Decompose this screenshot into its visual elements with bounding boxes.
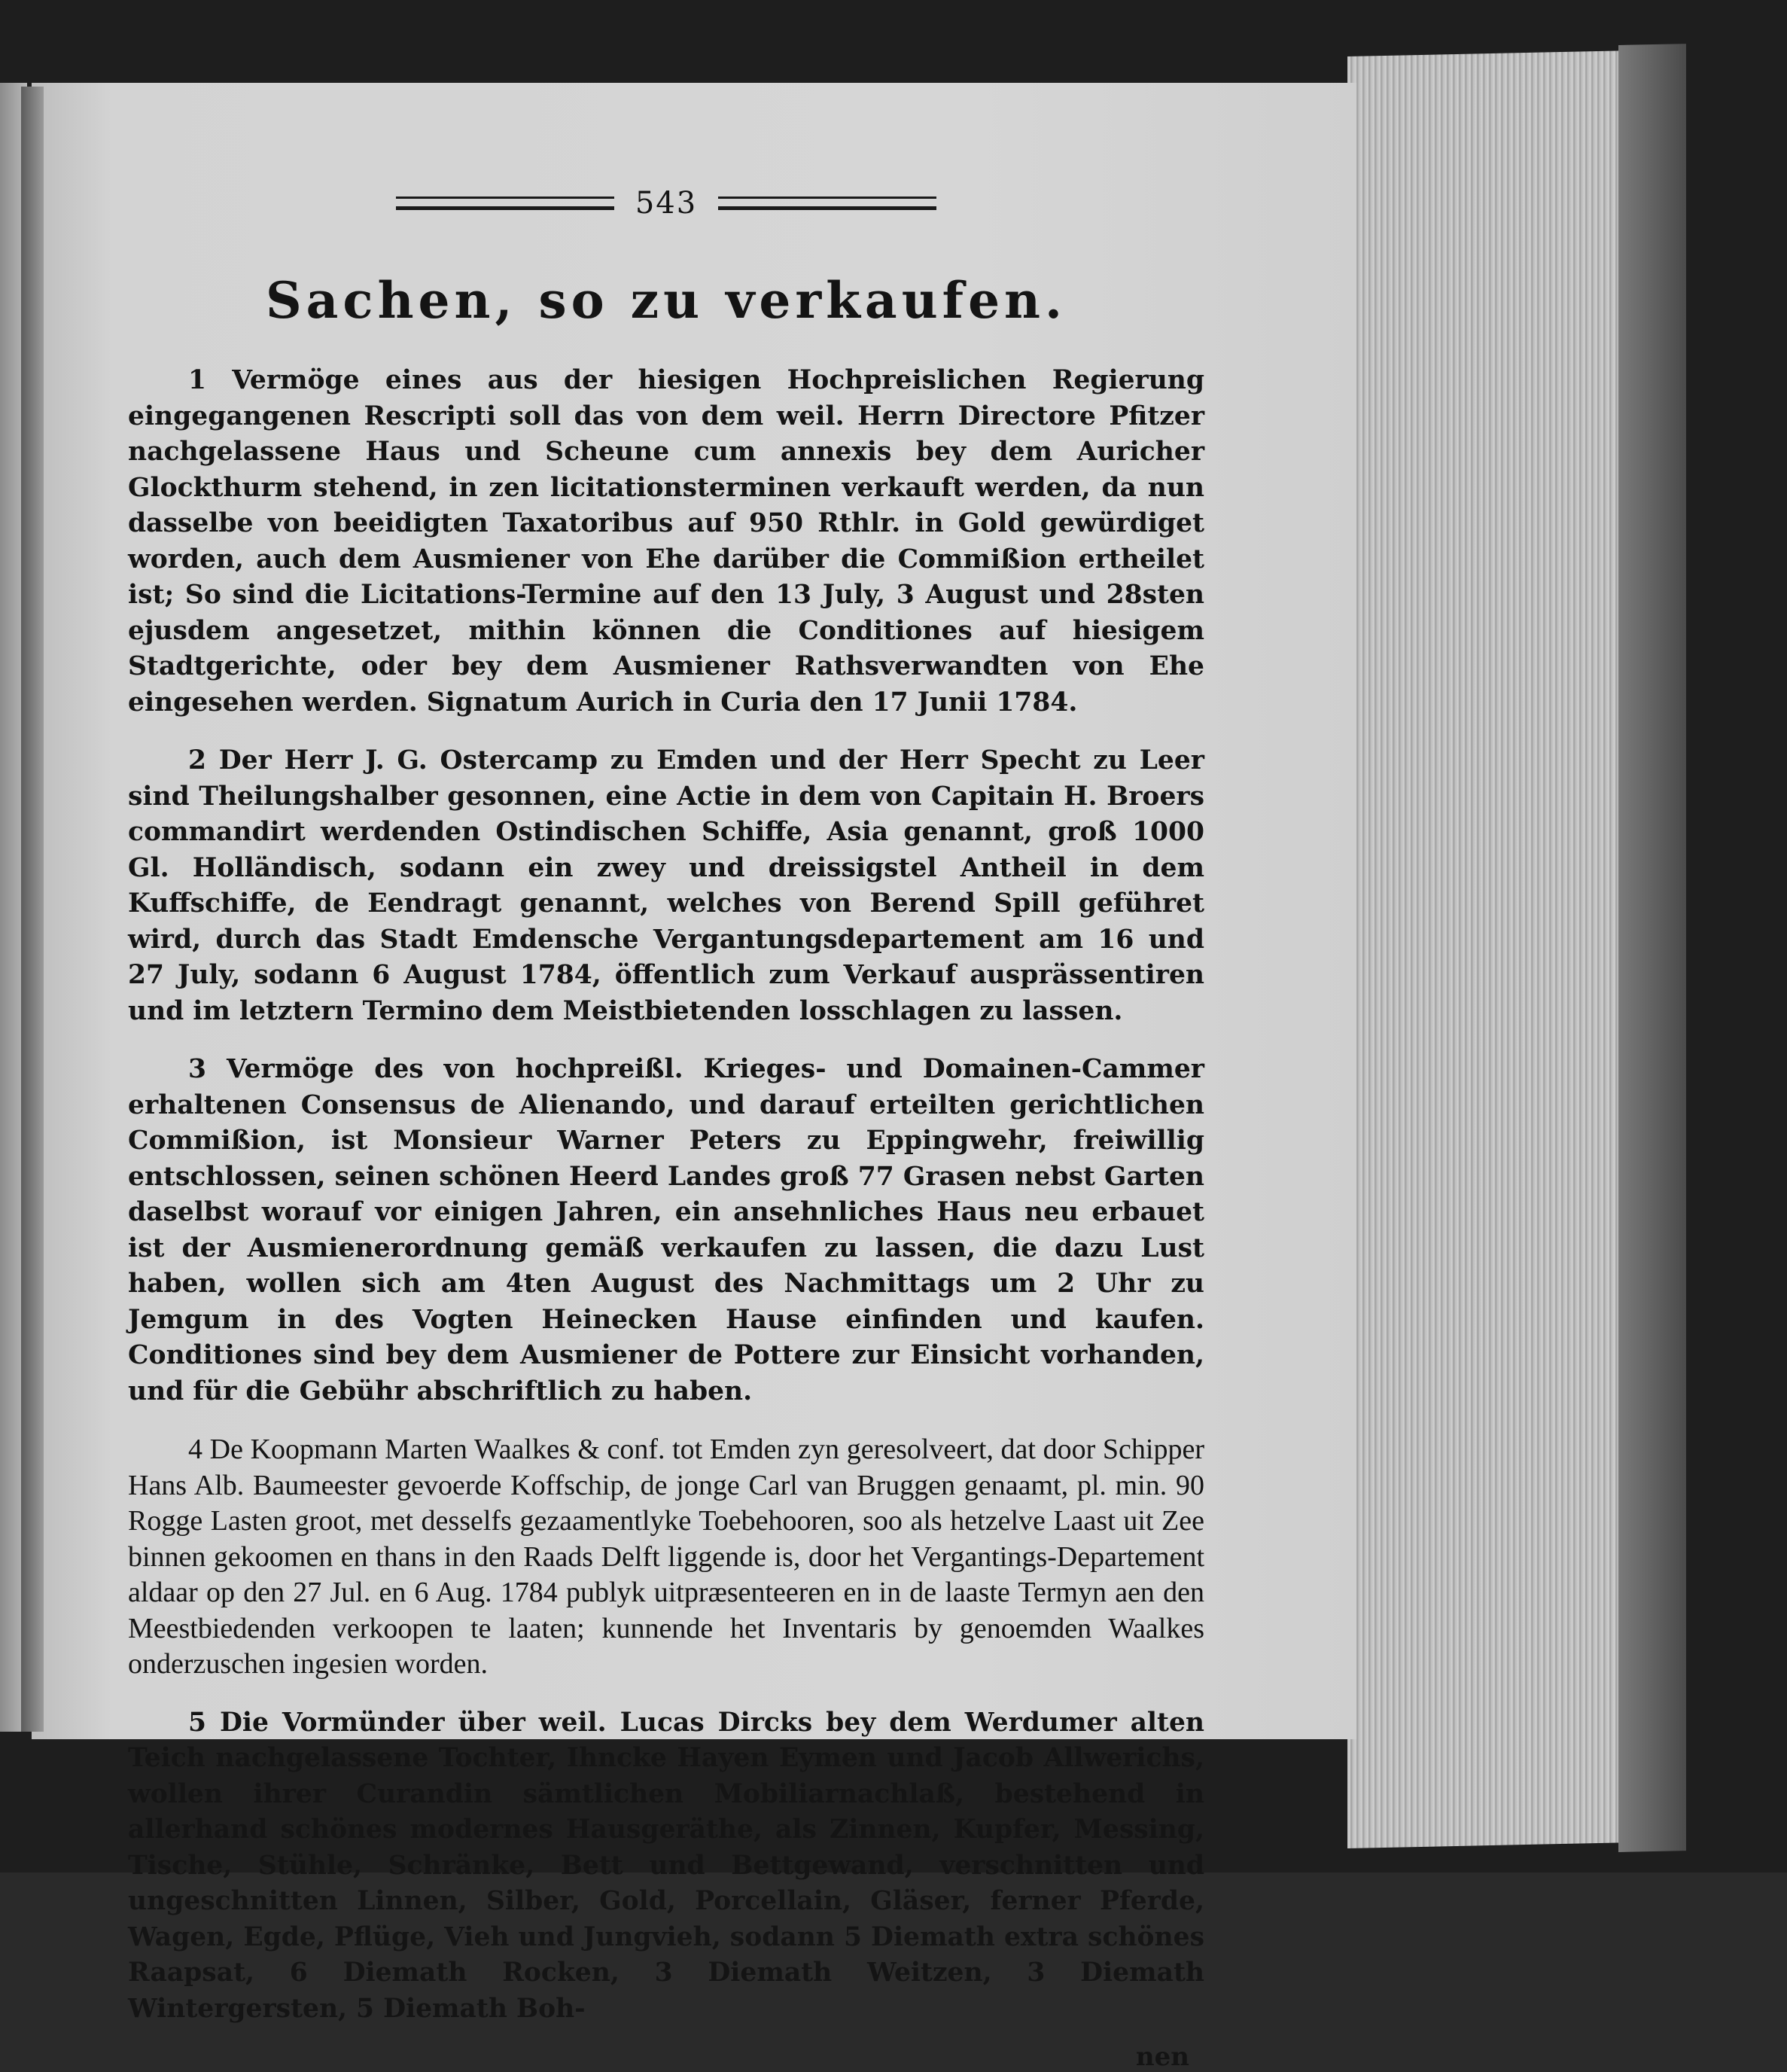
page-header xyxy=(128,186,1204,221)
notice-entry-3: 3 Vermöge des von hochpreißl. Krieges- und Domainen-Cammer erhaltenen Consensus de Alienando, und darauf erteilten gerichtlichen Commißion, ist Monsieur Warner Peters zu Eppingwehr, freiwillig entschlossen, seinen schönen Heerd Landes groß 77 Grasen nebst Garten daselbst worauf vor einigen Jahren, ein ansehnliches Haus neu erbauet ist der Ausmienerordnung gemäß verkaufen zu lassen, die dazu Lust haben, wollen sich am 4ten August des Nachmittags um 2 Uhr zu Jemgum in des Vogten Heinecken Hause einfinden und kaufen. Conditiones sind bey dem Ausmiener de Pottere zur Einsicht vorhanden, und für die Gebühr abschriftlich zu haben. xyxy=(128,1054,1204,1406)
section-title: Sachen, so zu verkaufen. xyxy=(265,271,1067,330)
notice-entry-1: 1 Vermöge eines aus der hiesigen Hochpreislichen Regierung eingegangenen Rescripti soll das von dem weil. Herrn Directore Pfitzer nachgelassene Haus und Scheune cum annexis bey dem Auricher Glockthurm stehend, in zen licitationsterminen verkauft werden, da nun dasselbe von beeidigten Taxatoribus auf 950 Rthlr. in Gold gewürdiget worden, auch dem Ausmiener von Ehe darüber die Commißion ertheilet ist; So sind die Licitations-Termine auf den 13 July, 3 August und 28sten ejusdem angesetzet, mithin können die Conditiones auf hiesigem Stadtgerichte, oder bey dem Ausmiener Rathsverwandten von Ehe eingesehen werden. Signatum Aurich in Curia den 17 Junii 1784. xyxy=(128,365,1204,718)
notice-entry-5: 5 Die Vormünder über weil. Lucas Dircks bey dem Werdumer alten Teich nachgelassene Tochter, Ihncke Hayen Eymen und Jacob Allwerichs, wollen ihrer Curandin sämtlichen Mobiliarnachlaß, bestehend in allerhand schönes modernes Hausgeräthe, als Zinnen, Kupfer, Messing, Tische, Stühle, Schränke, Bett und Bettgewand, verschnitten und ungeschnitten Linnen, Silber, Gold, Porcellain, Gläser, ferner Pferde, Wagen, Egde, Pflüge, Vieh und Jungvieh, sodann 5 Diemath extra schönes Raapsat, 6 Diemath Rocken, 3 Diemath Weitzen, 3 Diemath Wintergersten, 5 Diemath Boh- xyxy=(128,1707,1204,2024)
notice-entry-4: 4 De Koopmann Marten Waalkes & conf. tot Emden zyn geresolveert, dat door Schipper Hans Alb. Baumeester gevoerde Koffschip, de jonge Carl van Bruggen genaamt, pl. min. 90 Rogge Lasten groot, met desselfs gezaamentlyke Toebehooren, soo als hetzelve Laast uit Zee binnen gekoomen en thans in den Raads Delft liggende is, door het Vergantings-Departement aldaar op den 27 Jul. en 6 Aug. 1784 publyk uitpræsenteeren en in de laaste Termyn aen den Meestbiedenden verkoopen te laaten; kunnende het Inventaris by genoemden Waalkes onderzuschen ingesien worden. xyxy=(128,1434,1204,1680)
header-rule-left xyxy=(396,197,614,210)
header-rule-right xyxy=(718,197,936,210)
book-gutter xyxy=(21,87,44,1732)
page-content xyxy=(128,188,1204,2072)
notice-entry-2: 2 Der Herr J. G. Ostercamp zu Emden und der Herr Specht zu Leer sind Theilungshalber gesonnen, eine Actie in dem von Capitain H. Broers commandirt werdenden Ostindischen Schiffe, Asia genannt, groß 1000 Gl. Holländisch, sodann ein zwey und dreissigstel Antheil in dem Kuffschiffe, de Eendragt genannt, welches von Berend Spill geführet wird, durch das Stadt Emdensche Vergantungsdepartement am 16 und 27 July, sodann 6 August 1784, öffentlich zum Verkauf ausprässentiren und im letztern Termino dem Meistbietenden losschlagen zu lassen. xyxy=(128,745,1204,1026)
catchword: nen xyxy=(1135,2042,1189,2072)
page-number: 543 xyxy=(635,186,698,221)
book-cover-edge xyxy=(1618,44,1686,1852)
